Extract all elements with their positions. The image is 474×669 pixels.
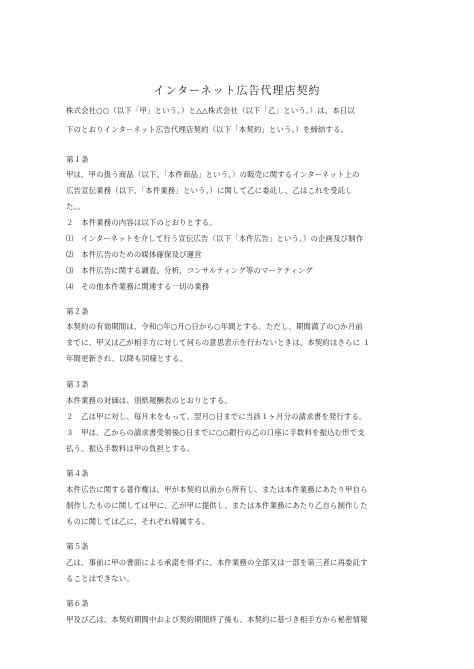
document-title: インターネット広告代理店契約 <box>153 84 321 97</box>
article-1-line: 広告宣伝業務（以下、「本件業務」という。）に関して乙に委託し、乙はこれを受託し <box>66 186 353 195</box>
article-3-line: 本件業務の対価は、別紙報酬表のとおりとする。 <box>66 396 232 405</box>
article-3-line: 払う。振込手数料は甲の負担とする。 <box>66 444 195 453</box>
article-3-line: ２ 乙は甲に対し、毎月末をもって、翌月○日までに当該１ヶ月分の請求書を発行する。 <box>66 412 367 421</box>
article-4-line: ものに関しては乙に、それぞれ帰属する。 <box>66 517 210 526</box>
article-5-line: 乙は、事前に甲の書面による承諾を得ずに、本件業務の全部又は一部を第三者に再委託す <box>66 558 368 567</box>
preamble-line: 株式会社○○（以下「甲」という。）と△△株式会社（以下「乙」という。）は、本日以 <box>66 106 355 115</box>
article-1-line: 甲は、甲の扱う商品（以下、「本件商品」という。）の販売に関するインターネット上の <box>66 170 360 179</box>
article-1-line: ⑷ その他本件業務に関連する一切の業務 <box>66 282 210 291</box>
preamble-line: 下のとおりインターネット広告代理店契約（以下「本契約」という。）を締結する。 <box>66 125 349 134</box>
article-1-line: ⑶ 本件広告に関する調査、分析、コンサルティング等のマーケティング <box>66 266 313 275</box>
article-6-heading: 第６条 <box>66 599 89 608</box>
article-2-line: 年間更新され、以降も同様とする。 <box>66 354 188 363</box>
article-1-heading: 第１条 <box>66 155 89 164</box>
article-1-line: ⑴ インターネットを介して行う宣伝広告（以下「本件広告」という。）の企画及び制作 <box>66 234 364 243</box>
article-2-heading: 第２条 <box>66 307 89 316</box>
article-4-line: 本件広告に関する著作権は、甲が本契約以前から所有し、または本件業務にあたり甲自ら <box>66 485 368 494</box>
article-1-line: た。。 <box>66 202 85 211</box>
article-4-line: 制作したものに関しては甲に、乙が甲に提供し、または本件業務にあたり乙自ら制作した <box>66 501 368 510</box>
article-1-line: ⑵ 本件広告のための媒体確保及び運営 <box>66 250 202 259</box>
article-1-line: ２ 本件業務の内容は以下のとおりとする。 <box>66 218 217 227</box>
article-5-heading: 第５条 <box>66 542 89 551</box>
article-3-line: ３ 甲は、乙からの請求書受領後○日までに○○銀行の乙の口座に手数料を振込む形で支 <box>66 428 365 437</box>
article-2-line: 本契約の有効期間は、令和○年○月○日から○年間とする。ただし、期間満了の○か月前 <box>66 322 363 331</box>
article-6-line: 甲及び乙は、本契約期間中および契約期間終了後も、本契約に基づき相手方から秘密情報 <box>66 615 368 624</box>
article-2-line: までに、甲又は乙が相手方に対して何らの意思表示を行わないときは、本契約はさらに １ <box>66 338 371 347</box>
article-4-heading: 第４条 <box>66 469 89 478</box>
article-3-heading: 第３条 <box>66 380 89 389</box>
article-5-line: ることはできない。 <box>66 574 134 583</box>
